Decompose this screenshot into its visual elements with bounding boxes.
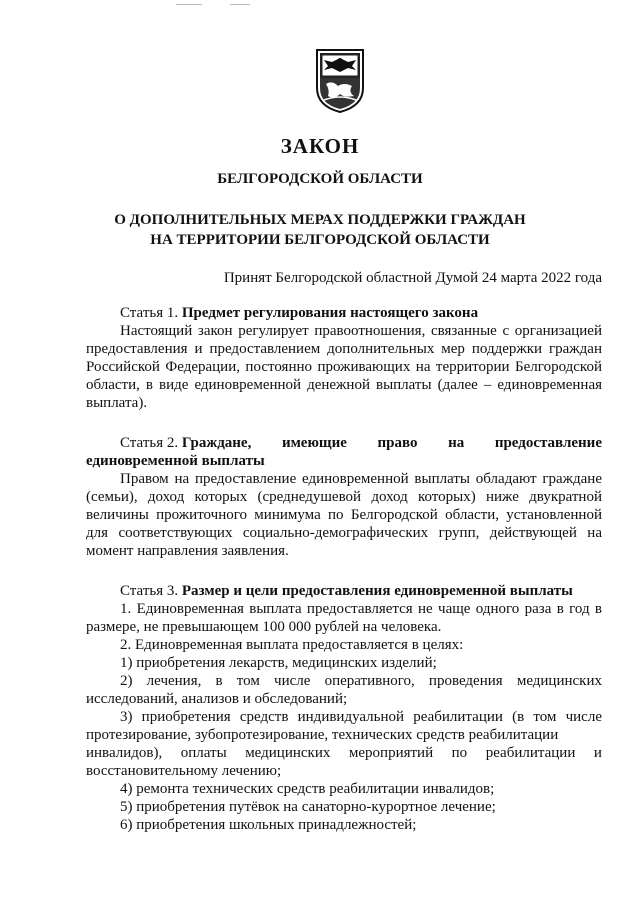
list-item: 6) приобретения школьных принадлежностей; bbox=[120, 817, 417, 833]
article-title: Предмет регулирования настоящего закона bbox=[181, 305, 479, 321]
article-title-word: Граждане, bbox=[181, 435, 252, 451]
article-title-line: единовременной выплаты bbox=[86, 453, 265, 469]
article-title-word: на bbox=[448, 435, 465, 451]
article-2-heading bbox=[86, 434, 602, 452]
list-item-line: восстановительному лечению; bbox=[86, 763, 282, 779]
list-item: 1) приобретения лекарств, медицинских изделий; bbox=[120, 655, 437, 671]
list-item-line bbox=[86, 744, 602, 762]
article-prefix: Статья 3. bbox=[120, 583, 179, 599]
law-subject-line: НА ТЕРРИТОРИИ БЕЛГОРОДСКОЙ ОБЛАСТИ bbox=[150, 232, 490, 248]
article-prefix: Статья 1. bbox=[120, 305, 179, 321]
list-item: 4) ремонта технических средств реабилитации инвалидов; bbox=[120, 781, 495, 797]
list-word: оплаты bbox=[180, 745, 227, 761]
article-title-word: имеющие bbox=[281, 435, 347, 451]
scan-artifact bbox=[230, 4, 250, 5]
article-1-text: Настоящий закон регулирует правоотношения, связанные с организацией предоставления и предоставлением дополнительных мер поддержки граждан Российской Федерации, постоянно проживающих на территории Белгородской области, в виде единовременной денежной выплаты (далее – единовременная выплата). bbox=[86, 323, 602, 411]
list-word: медицинских bbox=[245, 745, 331, 761]
article-1-heading bbox=[86, 304, 602, 322]
article-3-paragraph: 2. Единовременная выплата предоставляется в целях: bbox=[120, 637, 464, 653]
list-word: инвалидов), bbox=[86, 745, 163, 761]
article-title: Размер и цели предоставления единовременной выплаты bbox=[181, 583, 573, 599]
article-3-paragraph: 1. Единовременная выплата предоставляется не чаще одного раза в год в размере, не превышающем 100 000 рублей на человека. bbox=[86, 601, 602, 635]
article-3-heading bbox=[86, 582, 602, 600]
law-subject bbox=[0, 210, 640, 250]
belgorod-coat-of-arms-icon bbox=[314, 48, 366, 114]
article-2-text: Правом на предоставление единовременной выплаты обладают граждане (семьи), доход которых (среднедушевой доход которых) ниже двукратной величины прожиточного минимума по Белгородской области, установленной для соответствующих социально-демографических групп, действующей на момент направления заявления. bbox=[86, 471, 602, 559]
list-word: и bbox=[593, 745, 602, 761]
list-word: мероприятий bbox=[348, 745, 434, 761]
list-word: реабилитации bbox=[485, 745, 576, 761]
list-item: 3) приобретения средств индивидуальной реабилитации (в том числе протезирование, зубопротезирование, технических средств реабилитации bbox=[86, 709, 602, 743]
article-title-word: право bbox=[377, 435, 418, 451]
list-word: по bbox=[451, 745, 468, 761]
list-item: 5) приобретения путёвок на санаторно-курортное лечение; bbox=[120, 799, 496, 815]
article-prefix: Статья 2. bbox=[120, 435, 179, 451]
region-title: БЕЛГОРОДСКОЙ ОБЛАСТИ bbox=[217, 171, 423, 187]
article-title-word: предоставление bbox=[494, 435, 602, 451]
list-item: 2) лечения, в том числе оперативного, проведения медицинских исследований, анализов и обследований; bbox=[86, 673, 602, 707]
law-body bbox=[86, 304, 602, 834]
scan-artifact bbox=[176, 4, 202, 5]
document-title: ЗАКОН bbox=[280, 134, 360, 158]
adoption-note: Принят Белгородской областной Думой 24 марта 2022 года bbox=[223, 270, 602, 286]
law-subject-line: О ДОПОЛНИТЕЛЬНЫХ МЕРАХ ПОДДЕРЖКИ ГРАЖДАН bbox=[114, 212, 526, 228]
